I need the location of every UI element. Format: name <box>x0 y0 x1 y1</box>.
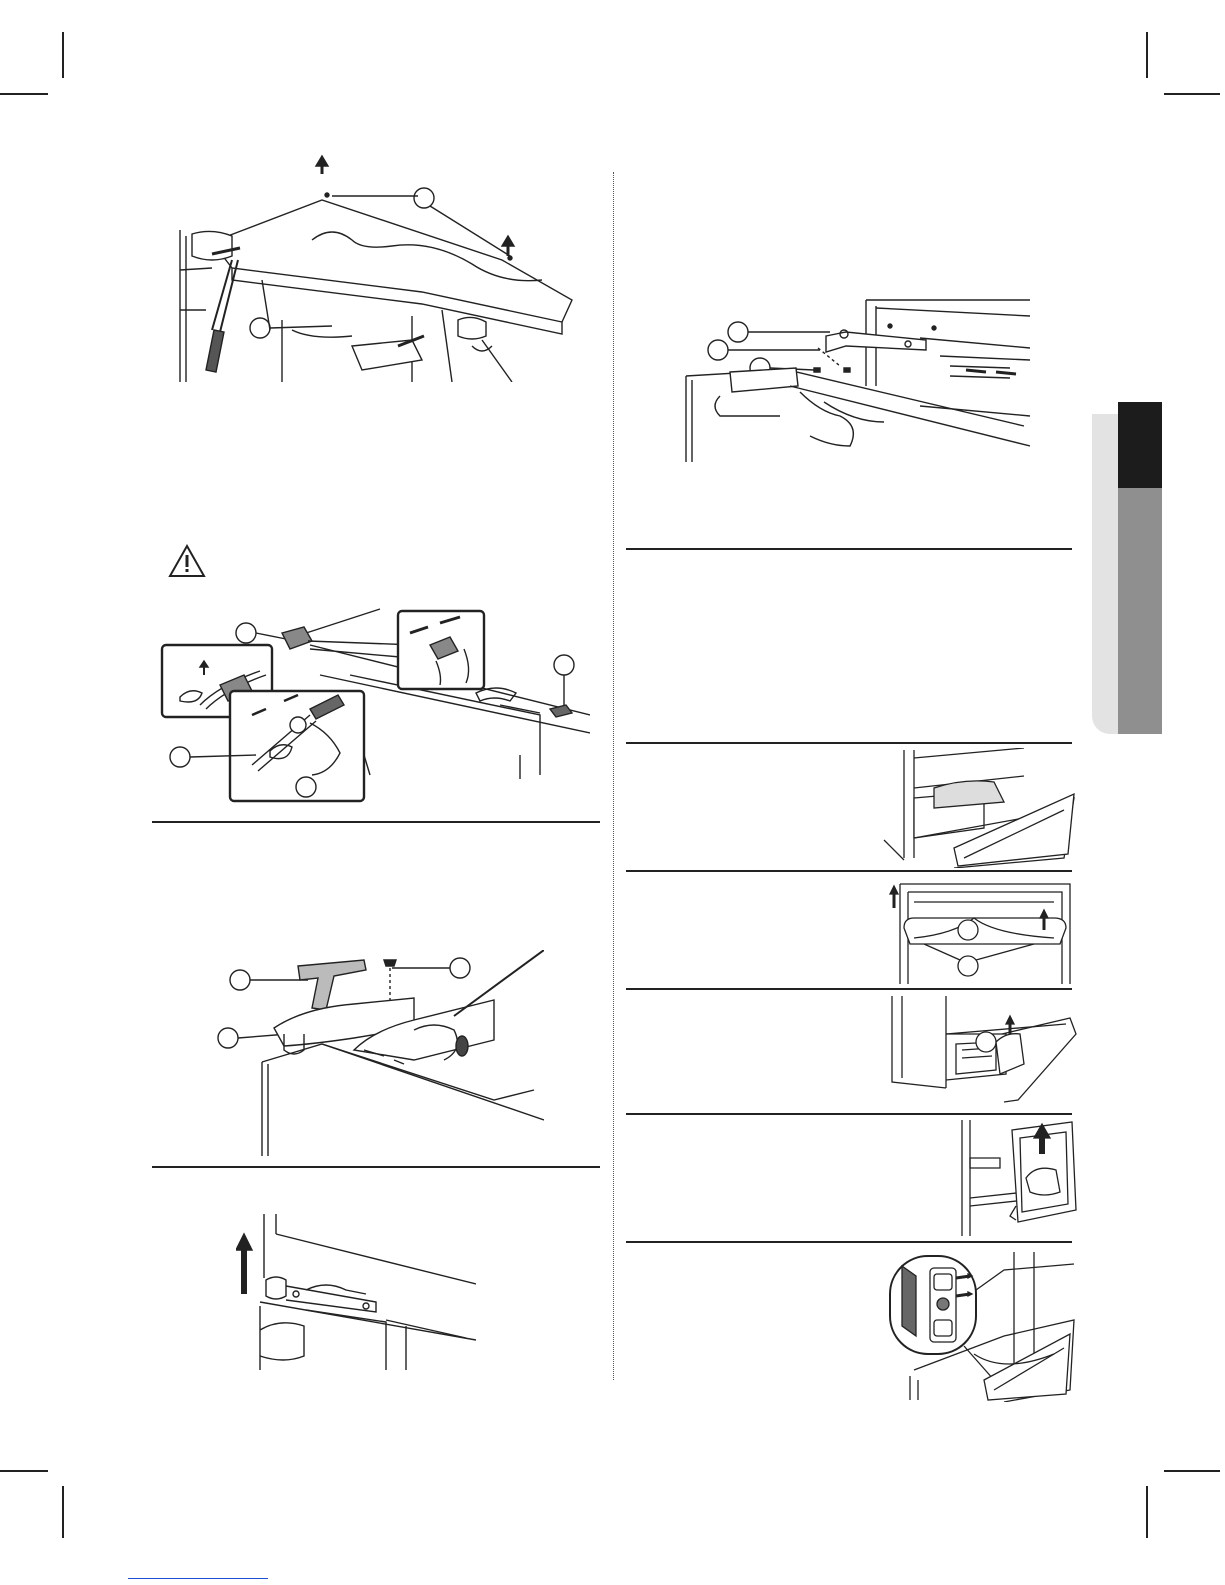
section-rule <box>626 1241 1072 1243</box>
chapter-tab-active <box>1118 402 1162 488</box>
drawer-rail-screws-illustration <box>884 1250 1078 1402</box>
top-cover-removal-illustration <box>172 150 592 382</box>
crop-mark <box>62 1486 64 1538</box>
drawer-bin-removal-illustration <box>884 878 1074 984</box>
crop-mark <box>1164 1470 1220 1472</box>
door-reattach-illustration <box>680 296 1030 462</box>
column-divider <box>613 172 614 1380</box>
section-rule <box>626 988 1072 990</box>
upper-hinge-illustration <box>214 950 544 1156</box>
drawer-door-lift-illustration <box>956 1118 1080 1238</box>
footer-link[interactable] <box>128 1578 268 1579</box>
crop-mark <box>1164 93 1220 95</box>
section-rule <box>626 870 1072 872</box>
door-lift-illustration <box>236 1210 476 1370</box>
section-rule <box>626 548 1072 550</box>
warning-triangle-icon <box>168 544 206 578</box>
crop-mark <box>1146 32 1148 78</box>
section-rule <box>152 821 600 823</box>
freezer-drawer-open-illustration <box>874 748 1078 868</box>
chapter-tab-notch <box>1092 402 1118 414</box>
section-rule <box>152 1166 600 1168</box>
crop-mark <box>0 1470 48 1472</box>
crop-mark <box>1146 1486 1148 1538</box>
water-line-disconnect-illustration <box>160 605 590 803</box>
crop-mark <box>62 32 64 78</box>
drawer-lift-illustration <box>886 994 1078 1110</box>
chapter-tab-inactive <box>1118 488 1162 734</box>
section-rule <box>626 1113 1072 1115</box>
section-rule <box>626 742 1072 744</box>
chapter-tab-light <box>1092 402 1118 734</box>
crop-mark <box>0 93 48 95</box>
